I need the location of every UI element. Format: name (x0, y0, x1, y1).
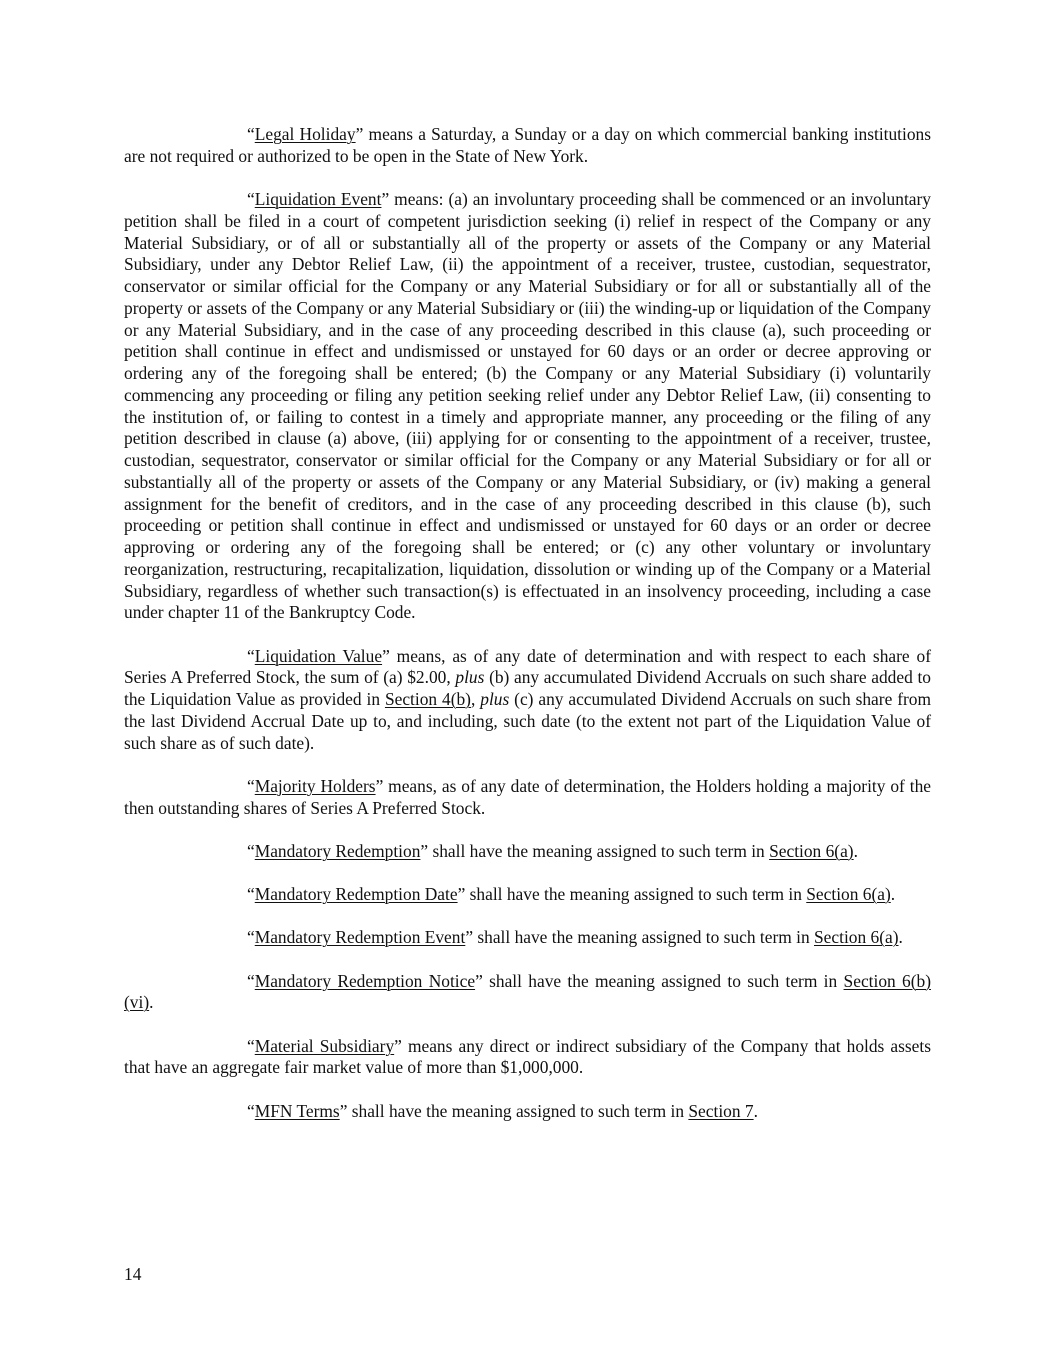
text: “ (247, 645, 255, 666)
text: “ (247, 1035, 255, 1056)
document-body (124, 124, 931, 1144)
text: . (898, 927, 903, 948)
definition-paragraph (124, 927, 931, 949)
text: “ (247, 1100, 255, 1121)
italic-text: plus (455, 667, 485, 688)
definition-paragraph (124, 646, 931, 755)
text: ” means, as of any date of determination and with respect to each share of Series A Preferred Stock, the sum of (a) $2.00, (124, 645, 931, 688)
definition-paragraph (124, 1101, 931, 1123)
text: ” shall have the meaning assigned to such term in (339, 1100, 689, 1121)
definition-paragraph (124, 1036, 931, 1080)
defined-term: Mandatory Redemption Notice (254, 970, 476, 991)
text: ” shall have the meaning assigned to such term in (420, 840, 770, 861)
text: “ (247, 927, 255, 948)
defined-term: MFN Terms (254, 1100, 340, 1121)
text: ” means: (a) an involuntary proceeding shall be commenced or an involuntary petition shall be filed in a court of competent jurisdiction seeking (i) relief in respect of the Company or any Material Subsidiary, or of all or substantially all of the property or assets of the Company or any Material Subsidiary, under any Debtor Relief Law, (ii) the appointment of a receiver, trustee, custodian, sequestrator, conservator or similar official for the Company or any Material Subsidiary or for all or substantially all of the property or assets of the Company or any Material Subsidiary or (iii) the winding-up or liquidation of the Company or any Material Subsidiary, and in the case of any proceeding described in this clause (a), such proceeding or petition shall continue in effect and undismissed or unstayed for 60 days or an order or decree approving or ordering any of the foregoing shall be entered; (b) the Company or any Material Subsidiary (i) voluntarily commencing any proceeding or filing any petition seeking relief under any Debtor Relief Law, (ii) consenting to the institution of, or failing to contest in a timely and appropriate manner, any proceeding or the filing of any petition described in clause (a) above, (iii) applying for or consenting to the appointment of a receiver, trustee, custodian, sequestrator, conservator or similar official for the Company or any Material Subsidiary or for all or substantially all of the property or assets of the Company or any Material Subsidiary, or (iv) making a general assignment for the benefit of creditors, and in the case of any proceeding described in this clause (b), such proceeding or petition shall continue in effect and undismissed or unstayed for 60 days or an order or decree approving or ordering any of the foregoing shall be entered; or (c) any other voluntary or involuntary reorganization, restructuring, recapitalization, liquidation, dissolution or winding up of the Company or a Material Subsidiary, regardless of whether such transaction(s) is effectuated in an insolvency proceeding, including a case under chapter 11 of the Bankruptcy Code. (124, 189, 931, 623)
text: , (470, 689, 481, 709)
definition-paragraph (124, 124, 931, 168)
text: . (890, 884, 896, 904)
italic-text: plus (480, 689, 510, 709)
text: (c) any accumulated Dividend Accruals on such share from the last Dividend Accrual Date up to, and including, such date (to the extent not part of the Liquidation Value of such share as of such date). (124, 689, 932, 753)
text: (b) any accumulated Dividend Accruals on such share added to the Liquidation Value as provided in (124, 667, 931, 709)
defined-term: Mandatory Redemption (254, 840, 421, 861)
text: ” shall have the meaning assigned to such term in (475, 970, 844, 991)
text: “ (247, 884, 255, 904)
defined-term: Legal Holiday (254, 124, 356, 144)
text: “ (247, 840, 255, 861)
defined-term: Liquidation Value (254, 645, 383, 666)
text: ” means a Saturday, a Sunday or a day on which commercial banking institutions are not required or authorized to be open in the State of New York. (124, 124, 932, 166)
section-reference: Section 6(a) (769, 840, 854, 861)
text: ” shall have the meaning assigned to such term in (465, 927, 814, 948)
defined-term: Material Subsidiary (254, 1035, 395, 1056)
definition-paragraph (124, 884, 931, 906)
section-reference: Section 6(a) (806, 884, 891, 904)
section-reference: Section 7 (688, 1100, 754, 1121)
text: “ (247, 970, 255, 991)
text: . (149, 992, 154, 1013)
text: “ (247, 775, 255, 796)
defined-term: Mandatory Redemption Date (254, 884, 458, 904)
definition-paragraph (124, 841, 931, 863)
text: ” means any direct or indirect subsidiary of the Company that holds assets that have an aggregate fair market value of more than $1,000,000. (124, 1035, 931, 1078)
defined-term: Liquidation Event (254, 189, 382, 209)
section-reference: Section 4(b) (384, 689, 471, 709)
text: ” shall have the meaning assigned to such term in (457, 884, 807, 904)
definition-paragraph (124, 971, 931, 1015)
text: . (853, 840, 858, 861)
text: “ (247, 124, 255, 144)
section-reference: Section 6(a) (814, 927, 899, 948)
definition-paragraph (124, 189, 931, 624)
text: “ (247, 189, 255, 209)
definition-paragraph (124, 776, 931, 820)
defined-term: Majority Holders (254, 775, 376, 796)
text: ” means, as of any date of determination, the Holders holding a majority of the then outstanding shares of Series A Preferred Stock. (124, 775, 931, 818)
page-number: 14 (124, 1264, 142, 1284)
text: . (753, 1100, 758, 1121)
defined-term: Mandatory Redemption Event (254, 927, 466, 948)
section-reference: Section 6(b)(vi) (124, 970, 932, 1013)
